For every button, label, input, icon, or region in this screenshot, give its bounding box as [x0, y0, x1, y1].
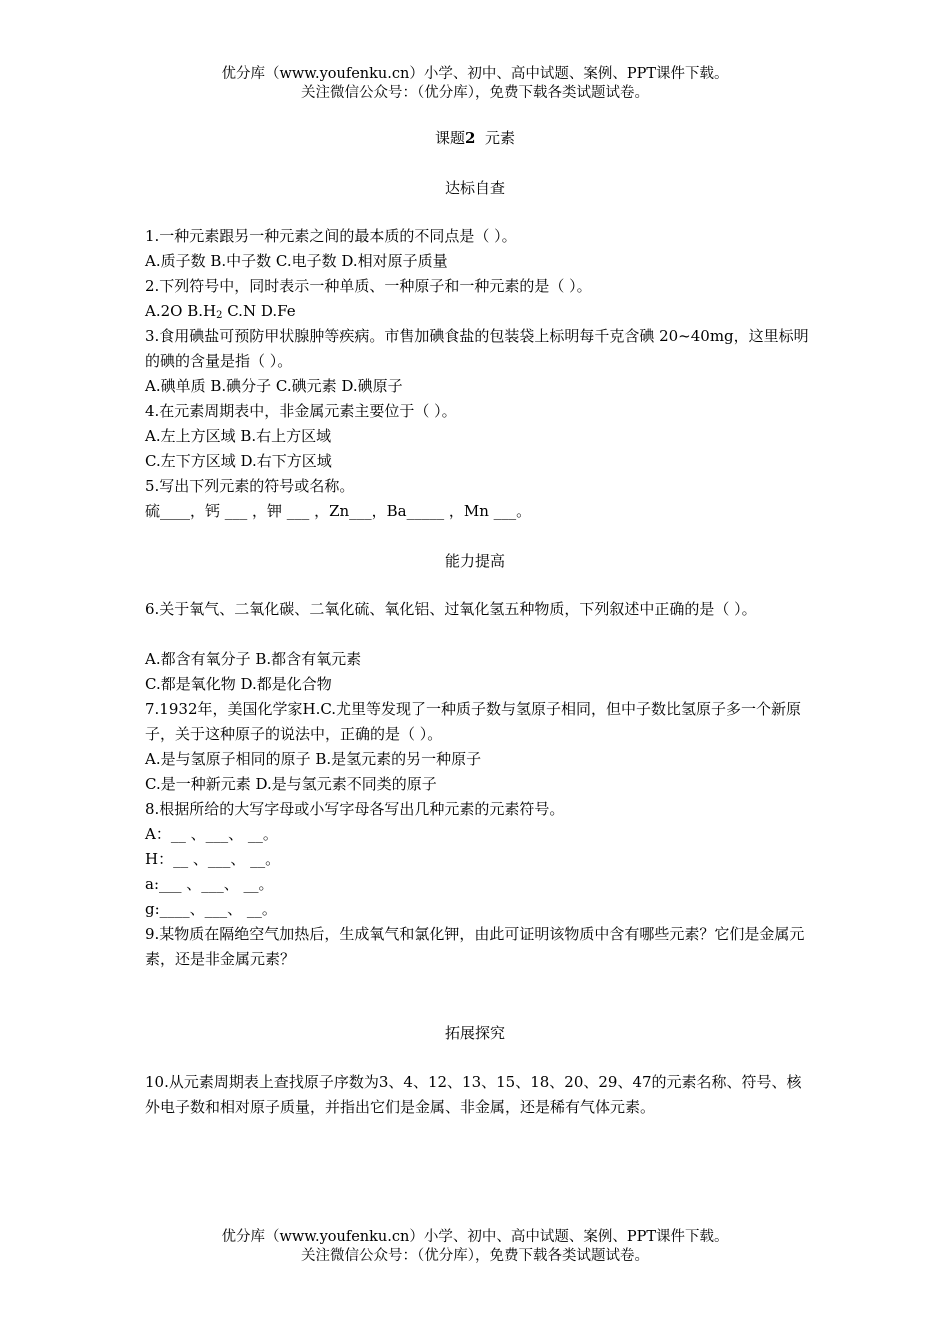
q3-stem: 3.食用碘盐可预防甲状腺肿等疾病。市售加碘食盐的包装袋上标明每千克含碘 20~40mg，这里标明的碘的含量是指（ ）。: [145, 327, 809, 370]
title-number: 2: [465, 129, 476, 147]
q2-option-a: A.2O B.H: [145, 302, 217, 320]
q8-line-lower-g: g:____、___、 __。: [145, 900, 277, 918]
q6-options-cd: C.都是氧化物 D.都是化合物: [145, 675, 332, 693]
section-heading-3: 拓展探究: [444, 1024, 505, 1042]
q5-stem: 5.写出下列元素的符号或名称。: [145, 477, 355, 495]
q2-options: [145, 299, 815, 324]
q8-stem: 8.根据所给的大写字母或小写字母各写出几种元素的元素符号。: [145, 800, 565, 818]
section-heading-1: 达标自查: [444, 179, 505, 197]
header-line-2: 关注微信公众号：（优分库），免费下载各类试题试卷。: [301, 85, 649, 101]
q10-stem: 10.从元素周期表上查找原子序数为3、4、12、13、15、18、20、29、47的元素名称、符号、核外电子数和相对原子质量，并指出它们是金属、非金属，还是稀有气体元素。: [145, 1073, 802, 1116]
q6-stem: 6.关于氧气、二氧化碳、二氧化硫、氧化铝、过氧化氢五种物质，下列叙述中正确的是（ ）。: [145, 600, 757, 618]
q3-options: A.碘单质 B.碘分子 C.碘元素 D.碘原子: [145, 377, 403, 395]
q7-options-cd: C.是一种新元素 D.是与氢元素不同类的原子: [145, 775, 437, 793]
q5-blanks: 硫____，钙 ___ ，钾 ___ ，Zn___，Ba_____ ，Mn ___。: [145, 502, 532, 520]
header-line-1: 优分库（www.youfenku.cn）小学、初中、高中试题、案例、PPT课件下载。: [221, 66, 729, 82]
q2-stem: 2.下列符号中，同时表示一种单质、一种原子和一种元素的是（ ）。: [145, 277, 592, 295]
section-heading-2: 能力提高: [444, 552, 505, 570]
q7-options-ab: A.是与氢原子相同的原子 B.是氢元素的另一种原子: [145, 750, 482, 768]
q4-stem: 4.在元素周期表中，非金属元素主要位于（ ）。: [145, 402, 457, 420]
footer-line-1: 优分库（www.youfenku.cn）小学、初中、高中试题、案例、PPT课件下载。: [221, 1229, 729, 1245]
q8-line-a: A：__ 、___、 __。: [145, 825, 278, 843]
q9-stem: 9.某物质在隔绝空气加热后，生成氧气和氯化钾，由此可证明该物质中含有哪些元素？它们是金属元素，还是非金属元素？: [145, 925, 805, 968]
q4-options-cd: C.左下方区域 D.右下方区域: [145, 452, 332, 470]
q6-options-ab: A.都含有氧分子 B.都含有氧元素: [145, 650, 362, 668]
q7-stem: 7.1932年，美国化学家H.C.尤里等发现了一种质子数与氢原子相同，但中子数比氢原子多一个新原子，关于这种原子的说法中，正确的是（ ）。: [145, 700, 802, 743]
footer-line-2: 关注微信公众号：（优分库），免费下载各类试题试卷。: [301, 1248, 649, 1264]
q1-stem: 1.一种元素跟另一种元素之间的最本质的不同点是（ ）。: [145, 227, 517, 245]
title-name: 元素: [484, 129, 515, 147]
q4-options-ab: A.左上方区域 B.右上方区域: [145, 427, 332, 445]
q8-line-lower-a: a:___ 、___、 __。: [145, 875, 274, 893]
q2-subscript: 2: [216, 310, 223, 321]
title-prefix: 课题: [434, 129, 465, 147]
q1-options: A.质子数 B.中子数 C.电子数 D.相对原子质量: [145, 252, 448, 270]
page-title: [0, 127, 950, 148]
q2-option-rest: C.N D.Fe: [222, 302, 296, 320]
q8-line-h: H：__ 、___、 __。: [145, 850, 281, 868]
